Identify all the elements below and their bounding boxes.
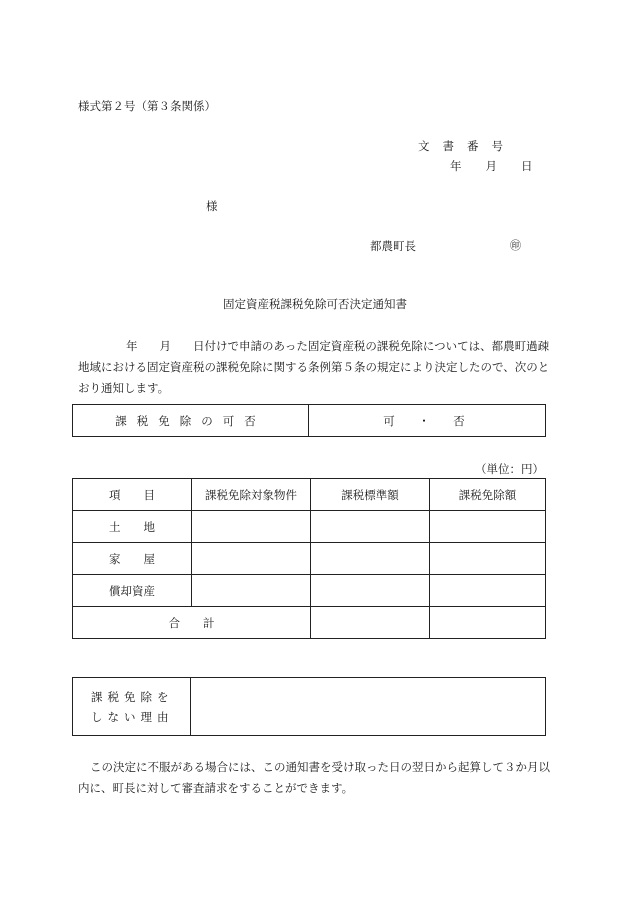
date-line — [450, 158, 533, 174]
reason-label — [73, 678, 191, 736]
addressee-suffix: 様 — [206, 199, 218, 213]
date-year: 年 — [450, 159, 462, 173]
decision-label: 課税免除の可否 — [73, 405, 309, 437]
cell — [311, 543, 430, 575]
cell — [430, 575, 546, 607]
cell — [192, 511, 311, 543]
table-total-row — [73, 607, 546, 639]
cell — [430, 607, 546, 639]
seal-mark: ㊞ — [510, 239, 521, 252]
property-table — [72, 478, 546, 639]
cell — [192, 543, 311, 575]
document-number-label: 文書番号 — [418, 139, 516, 153]
cell — [311, 607, 430, 639]
table-row — [73, 575, 546, 607]
date-day: 日 — [521, 159, 533, 173]
row-label-depreciable: 償却資産 — [73, 575, 192, 607]
document-title: 固定資産税課税免除可否決定通知書 — [223, 297, 407, 311]
body-month: 月 — [159, 339, 171, 353]
cell — [311, 511, 430, 543]
header-target-property: 課税免除対象物件 — [192, 479, 311, 511]
date-month: 月 — [485, 159, 497, 173]
cell — [311, 575, 430, 607]
reason-table — [72, 677, 546, 736]
footer-text: この決定に不服がある場合には、この通知書を受け取った日の翌日から起算して３か月以内に、町長に対して審査請求をすることができます。 — [78, 760, 550, 795]
cell — [430, 511, 546, 543]
cell — [430, 543, 546, 575]
row-label-land: 土 地 — [73, 511, 192, 543]
issuer-name: 都農町長 — [370, 239, 416, 253]
header-tax-base: 課税標準額 — [311, 479, 430, 511]
reason-label-line2: しない理由 — [91, 709, 174, 724]
body-paragraph — [78, 336, 550, 399]
header-item: 項 目 — [73, 479, 192, 511]
row-label-house: 家 屋 — [73, 543, 192, 575]
footer-note — [78, 757, 550, 799]
row-label-total: 合 計 — [73, 607, 311, 639]
table-header-row — [73, 479, 546, 511]
header-exemption-amount: 課税免除額 — [430, 479, 546, 511]
decision-table — [72, 404, 546, 437]
reason-value — [191, 678, 546, 736]
table-row — [73, 511, 546, 543]
cell — [192, 575, 311, 607]
body-year: 年 — [126, 339, 138, 353]
form-number: 様式第２号（第３条関係） — [78, 99, 216, 113]
reason-label-line1: 課税免除を — [91, 689, 174, 704]
body-text: 日付けで申請のあった固定資産税の課税免除については、都農町過疎地域における固定資産税の課税免除に関する条例第５条の規定により決定したので、次のとおり通知します。 — [78, 339, 550, 395]
table-row — [73, 543, 546, 575]
unit-label: （単位：円） — [475, 462, 544, 476]
decision-value: 可 ・ 否 — [309, 405, 546, 437]
